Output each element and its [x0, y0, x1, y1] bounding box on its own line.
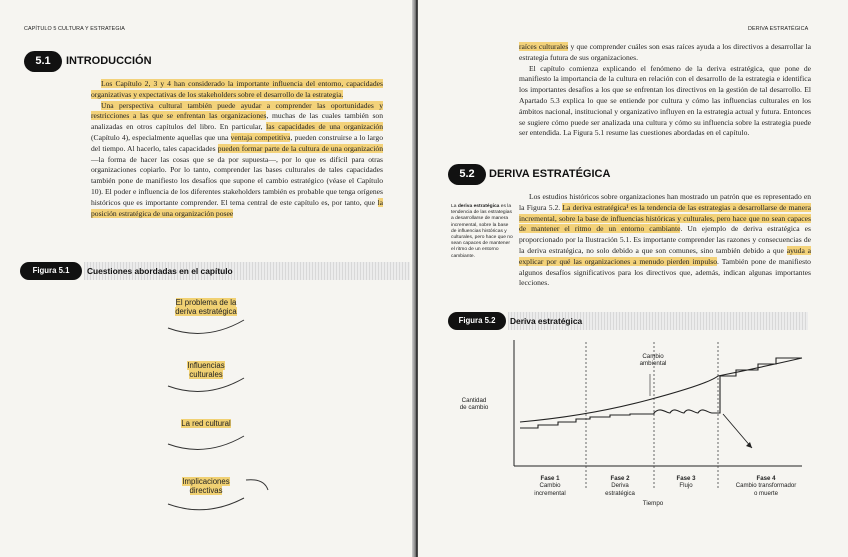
drift-text [519, 192, 811, 289]
highlighted-text: La deriva estratégica¹ es la tendencia de las estrategias a desarrollarse de manera incremental, sobre la base de influencias históricas y culturales, pero hace que no sean capaces de mantener el ritmo de un entorno cambiante [519, 202, 811, 234]
phase-4-label [723, 475, 809, 497]
highlighted-text: las capacidades de una organización [266, 122, 383, 132]
bubble-label: El problema de la deriva estratégica [175, 298, 237, 316]
text-run: Los estudios históricos sobre organizaciones han mostrado un patrón que es representado en la Figura 5.2. [519, 192, 811, 212]
highlighted-text: ayuda a explicar por qué las organizaciones a menudo pierden impulso [519, 245, 812, 266]
figure-number-badge: Figura 5.2 [448, 312, 506, 330]
phase-line: o muerte [753, 489, 779, 497]
highlighted-text: Una perspectiva cultural también puede ayudar a comprender las oportunidades y restricciones a las que se enfrentan las organizaciones [91, 100, 383, 121]
text-run: —la forma de hacer las cosas que se da por supuesta—, por lo que es difícil para otras organizaciones copiarlo. Por lo tanto, comprender las bases culturales de tales capacidades también pone de manifiesto los desafíos que supone el cambio estratégico (véase el Capítulo 10). El poder e influencia de los diferentes stakeholders también es probable que tenga orígenes históricos que es importante comprender. El tema central de este capítulo es, por tanto, que [91, 154, 383, 207]
text-run: , pueden construirse a lo largo del tiempo. Al hacerlo, tales capacidades [91, 132, 383, 153]
phase-line: Deriva [611, 482, 629, 490]
text-run: y que comprender cuáles son esas raíces ayuda a los directivos a desarrollar la estrategia futura de sus organizaciones. [519, 42, 811, 62]
continuation-text [519, 42, 811, 139]
margin-text: La [451, 204, 458, 209]
phase-1-label [513, 475, 587, 497]
env-change-label-line: Cambio [642, 353, 664, 360]
margin-term: deriva estratégica [457, 204, 500, 209]
running-head-right: DERIVA ESTRATÉGICA [748, 26, 809, 32]
section-title: INTRODUCCIÓN [66, 55, 152, 67]
paragraph [519, 192, 811, 289]
bubble-label: La red cultural [181, 419, 231, 428]
y-axis-label-line: Cantidad [461, 397, 487, 404]
highlighted-text: Los Capítulo 2, 3 y 4 han considerado la importante influencia del entorno, capacidades organizativas y expectativas de los stakeholders sobre el desarrollo de la estrategia. [91, 79, 383, 99]
phase-line: Cambio transformador [735, 482, 797, 490]
death-arrow [723, 414, 752, 448]
highlighted-text: la posición estratégica de una organización posee [91, 197, 383, 218]
highlighted-text: pueden formar parte de la cultura de una organización [217, 143, 383, 153]
right-page [418, 0, 848, 557]
phase-line: Cambio [539, 482, 561, 490]
section-title: DERIVA ESTRATÉGICA [489, 168, 611, 180]
text-run: , muchas de las cuales también son analizadas en otros capítulos del libro. En particular, [91, 111, 383, 132]
swoosh-3 [160, 410, 252, 454]
x-axis-label: Tiempo [642, 500, 664, 507]
paragraph [91, 79, 383, 101]
phase-title: Fase 2 [610, 475, 630, 482]
figure-title: Deriva estratégica [510, 316, 583, 326]
y-axis-label-line: de cambio [459, 404, 489, 411]
phase-title: Fase 3 [676, 475, 696, 482]
left-page [0, 0, 414, 557]
swoosh-4 [160, 470, 280, 514]
paragraph [519, 42, 811, 64]
bubble-label: Influencias culturales [187, 361, 225, 379]
phase-line: incremental [534, 489, 566, 497]
phase-title: Fase 1 [540, 475, 560, 482]
highlighted-text: ventaja competitiva [230, 132, 291, 142]
text-run: . Un ejemplo de deriva estratégica es proporcionado por la Ilustración 5.1. Es importante comprender las razones y consecuencias de la deriva estratégica, no solo debido a que son comunes, sino también debido a que [519, 224, 811, 255]
environmental-change-line [520, 358, 802, 422]
env-change-label-line: ambiental [639, 360, 667, 367]
swoosh-2 [160, 352, 252, 396]
paragraph [91, 101, 383, 220]
bubble-label: Implicaciones directivas [182, 477, 230, 495]
phase-title: Fase 4 [756, 475, 776, 482]
margin-definition [451, 204, 513, 260]
running-head-left: CAPÍTULO 5 CULTURA Y ESTRATEGIA [24, 26, 125, 32]
phase-line: estratégica [605, 489, 635, 497]
paragraph [519, 64, 811, 140]
phase-line: Flujo [679, 482, 693, 490]
y-axis-label [448, 397, 500, 411]
section-number-badge: 5.2 [448, 164, 486, 185]
section-number-badge: 5.1 [24, 51, 62, 72]
margin-text: es la tendencia de las estrategias a desarrollarse de manera incremental, sobre la base de influencias históricas y culturales, pero hace que no sean capaces de mantener el ritmo de un entorno cambiante. [451, 204, 513, 259]
text-run: El capítulo comienza explicando el fenómeno de la deriva estratégica, que pone de manifiesto la importancia de la cultura en relación con el desarrollo de la estrategia e identifica los importantes desafíos a los que se enfrentan los directivos en la gestión de tal desarrollo. El Apartado 5.3 explica lo que se entiende por cultura y cómo las influencias culturales en los ámbitos nacional, institucional y organizativo influyen en la estrategia actual y futura. Entonces se sugiere cómo puede ser analizada una cultura y cómo su influencia sobre la estrategia puede ser entendida. La Figura 5.1 resume las cuestiones abordadas en el capítulo. [519, 63, 811, 138]
swoosh-1 [160, 288, 252, 338]
phase-3-label [649, 475, 723, 490]
figure-title: Cuestiones abordadas en el capítulo [87, 266, 233, 276]
text-run: . También pone de manifiesto algunos desafíos significativos para los directivos que, además, indican algunas importantes lecciones. [519, 256, 811, 288]
arrowhead [746, 442, 752, 448]
figure-number-badge: Figura 5.1 [20, 262, 82, 280]
highlighted-text: raíces culturales [519, 42, 569, 51]
text-run: (Capítulo 4), especialmente aquellas que una [91, 132, 231, 142]
intro-text [91, 79, 383, 219]
env-change-label [623, 353, 683, 367]
phase-2-label [583, 475, 657, 497]
